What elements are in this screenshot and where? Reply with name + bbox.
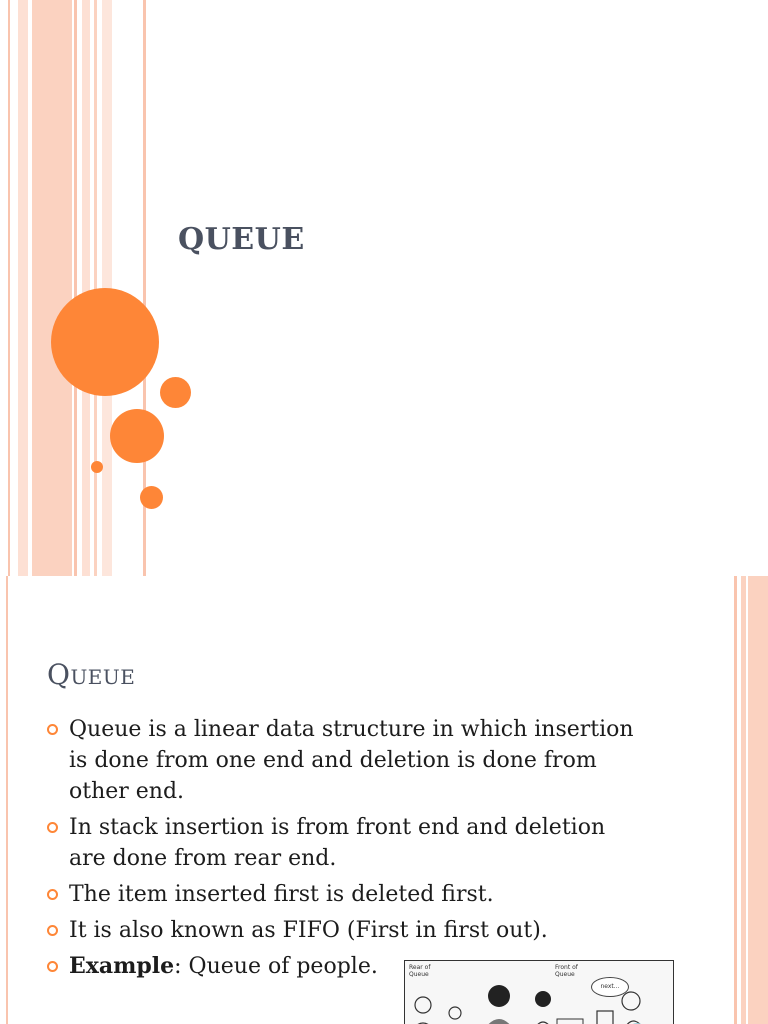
content-slide	[0, 576, 768, 1024]
slide-heading: Queue	[47, 658, 136, 691]
queue-illustration	[404, 960, 674, 1024]
decorative-circle-large	[51, 288, 159, 396]
decorative-circle-tiny	[91, 461, 103, 473]
circle-bullet-icon	[47, 724, 58, 735]
list-item	[47, 879, 647, 910]
circle-bullet-icon	[47, 822, 58, 833]
bullet-text: : Queue of people.	[174, 954, 378, 979]
decorative-circle-medium	[110, 409, 164, 463]
decorative-stripes	[0, 0, 150, 576]
speech-bubble: next...	[591, 977, 629, 997]
right-stripe	[741, 576, 746, 1024]
circle-bullet-icon	[47, 961, 58, 972]
bullet-list	[47, 714, 647, 987]
circle-bullet-icon	[47, 889, 58, 900]
decorative-circle-small	[160, 377, 191, 408]
list-item	[47, 714, 647, 807]
bullet-text: It is also known as FIFO (First in first out).	[69, 918, 548, 943]
list-item	[47, 812, 647, 874]
list-item	[47, 915, 647, 946]
slide-title: QUEUE	[178, 222, 305, 257]
rear-of-queue-label: Rear of Queue	[409, 964, 431, 978]
bullet-bold-label: Example	[69, 953, 175, 979]
bullet-text: The item inserted first is deleted first.	[69, 882, 494, 907]
people-icon	[405, 961, 673, 1024]
left-stripe	[6, 576, 8, 1024]
decorative-circle-small-bottom	[140, 486, 163, 509]
circle-bullet-icon	[47, 925, 58, 936]
right-stripe	[734, 576, 737, 1024]
bullet-text: Queue is a linear data structure in which insertion is done from one end and deletion is done from other end.	[69, 717, 634, 804]
bullet-text: In stack insertion is from front end and deletion are done from rear end.	[69, 815, 606, 871]
right-stripe	[748, 576, 768, 1024]
front-of-queue-label: Front of Queue	[555, 964, 578, 978]
